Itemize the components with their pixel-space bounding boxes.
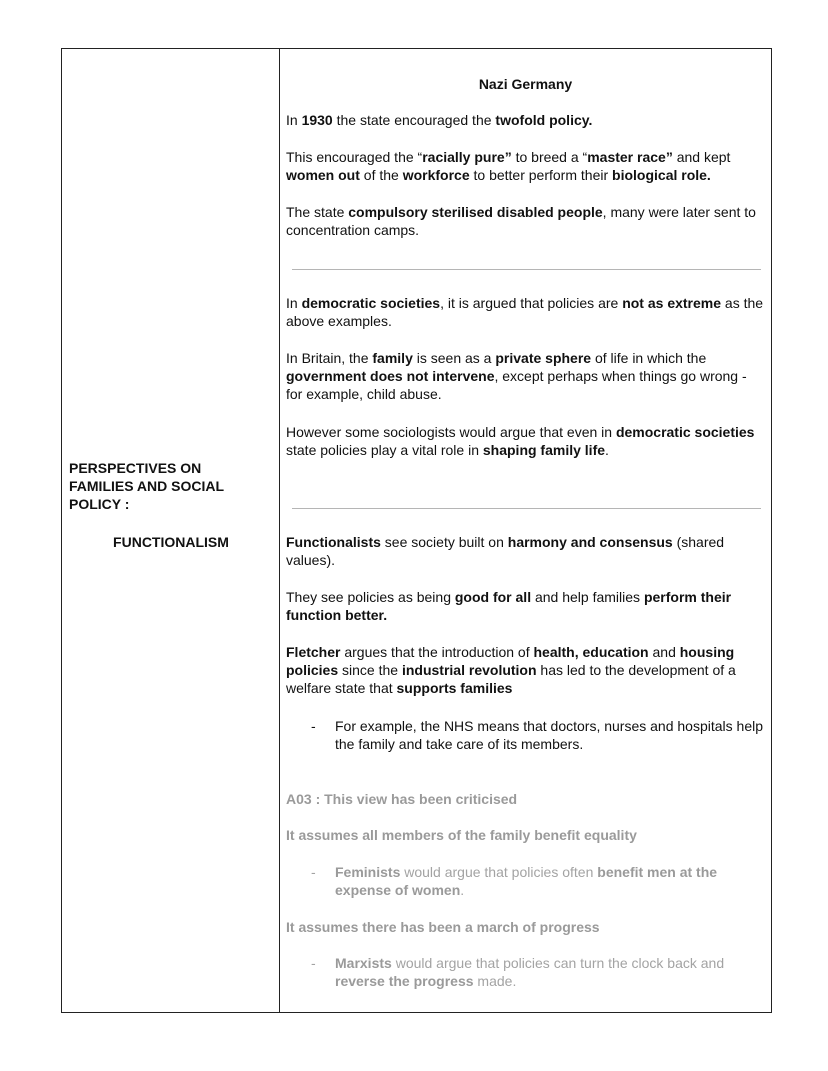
criticism-point: It assumes all members of the family benefit equality: [286, 827, 637, 843]
bullet-dash: -: [311, 864, 316, 880]
criticism-heading: A03 : This view has been criticised: [286, 791, 518, 807]
criticism-point: It assumes there has been a march of progress: [286, 919, 600, 935]
paragraph: In Britain, the family is seen as a private sphere of life in which the government does not intervene, except perhaps when things go wrong - for example, child abuse.: [286, 350, 747, 402]
topic-heading-line: FAMILIES AND SOCIAL: [69, 478, 225, 494]
topic-subheading: FUNCTIONALISM: [113, 534, 229, 550]
bullet-item: - Feminists would argue that policies often benefit men at the expense of women.: [311, 864, 718, 898]
topic-heading: [69, 459, 274, 513]
topic-column: [62, 49, 280, 1012]
paragraph: In 1930 the state encouraged the twofold policy.: [286, 112, 593, 128]
bullet-item: - Marxists would argue that policies can turn the clock back and reverse the progress made.: [311, 955, 725, 989]
paragraph: However some sociologists would argue that even in democratic societies state policies play a vital role in shaping family life.: [286, 424, 755, 458]
document-table: [61, 48, 772, 1013]
paragraph: They see policies as being good for all and help families perform their function better.: [286, 589, 732, 623]
topic-heading-line: PERSPECTIVES ON: [69, 460, 202, 476]
bullet-dash: -: [311, 718, 316, 734]
notes-column: [280, 49, 771, 1012]
paragraph: This encouraged the “racially pure” to breed a “master race” and kept women out of the workforce to better perform their biological role.: [286, 149, 731, 183]
paragraph: Functionalists see society built on harmony and consensus (shared values).: [286, 534, 725, 568]
section-title: Nazi Germany: [478, 76, 573, 92]
topic-heading-line: POLICY :: [69, 496, 130, 512]
paragraph: In democratic societies, it is argued that policies are not as extreme as the above examples.: [286, 295, 764, 329]
paragraph: Fletcher argues that the introduction of health, education and housing policies since the industrial revolution has led to the development of a welfare state that supports families: [286, 644, 736, 696]
bullet-item: [311, 717, 765, 753]
divider: [292, 508, 761, 509]
divider: [292, 269, 761, 270]
bullet-text: For example, the NHS means that doctors, nurses and hospitals help the family and take care of its members.: [335, 718, 763, 752]
paragraph: The state compulsory sterilised disabled people, many were later sent to concentration camps.: [286, 204, 756, 238]
bullet-dash: -: [311, 955, 316, 971]
